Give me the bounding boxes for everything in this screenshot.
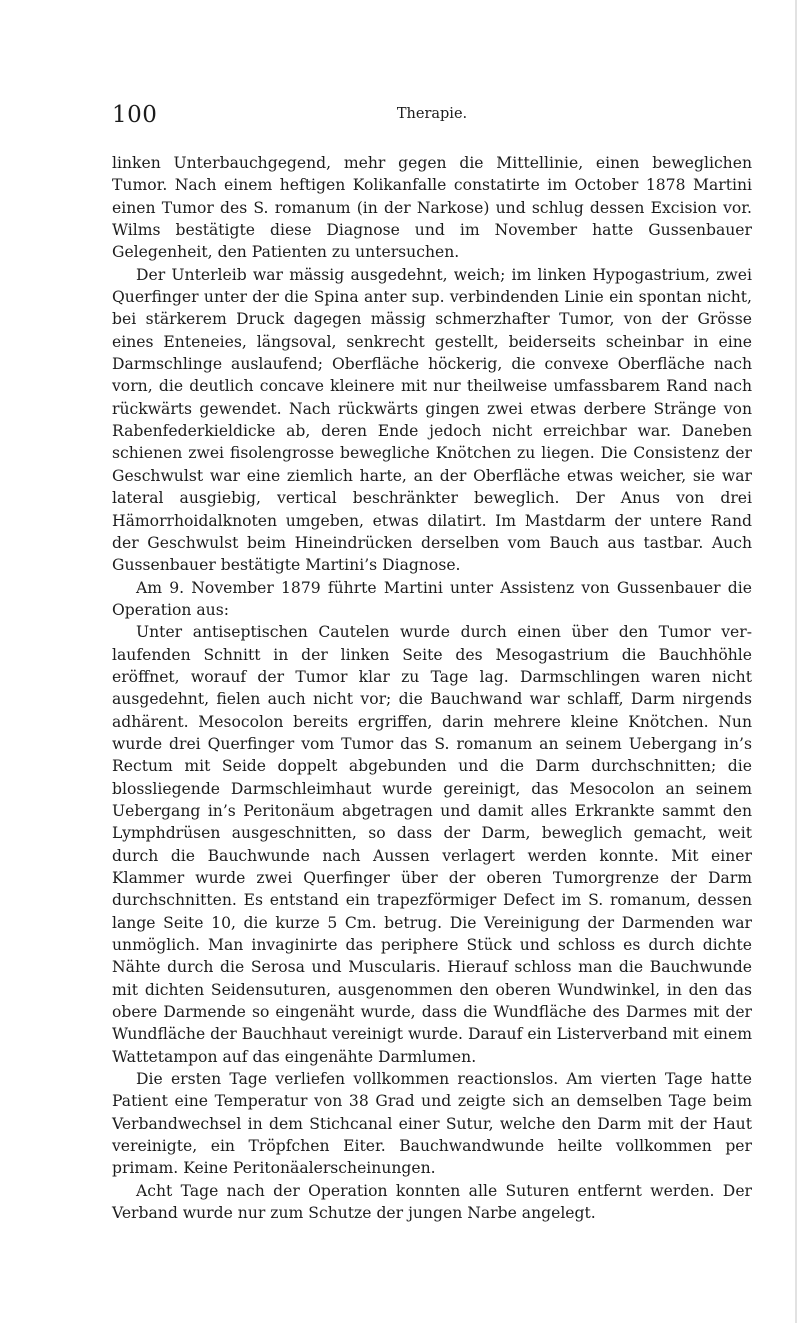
page-number: 100 [112,102,158,128]
paragraph: Der Unterleib war mässig ausgedehnt, weich; im linken Hypogastrium, zwei Querfinger unter der die Spina anter sup. verbindenden Linie ein spontan nicht, bei stärkerem Druck dagegen mässig schmerzhafter Tumor, von der Grösse eines Enteneies, längsoval, senkrecht gestellt, beiderseits scheinbar in eine Darmschlinge auslaufend; Oberfläche höckerig, die convexe Oberfläche nach vorn, die deutlich concave kleinere mit nur theilweise umfassbarem Rand nach rückwärts gewendet. Nach rückwärts gingen zwei etwas derbere Stränge von Rabenfederkieldicke ab, deren Ende jedoch nicht erreichbar war. Daneben schienen zwei fisolengrosse bewegliche Knötchen zu liegen. Die Consistenz der Geschwulst war eine ziemlich harte, an der Oberfläche etwas weicher, sie war lateral ausgiebig, vertical beschränkter beweglich. Der Anus von drei Hämorrhoidalknoten umgeben, etwas dilatirt. Im Mastdarm der untere Rand der Geschwulst beim Hineindrücken derselben vom Bauch aus tastbar. Auch Gussenbauer bestätigte Martini’s Diagnose. [112,265,752,575]
paragraph: Am 9. November 1879 führte Martini unter Assistenz von Gussenbauer die Operation aus: [112,578,752,619]
page-edge-shadow [795,0,797,1323]
body-text [112,152,752,1225]
page-header [112,102,752,132]
paragraph: Die ersten Tage verliefen vollkommen reactionslos. Am vierten Tage hatte Patient eine Temperatur von 38 Grad und zeigte sich an demselben Tage beim Verbandwechsel in dem Stichcanal einer Sutur, welche den Darm mit der Haut vereinigte, ein Tröpfchen Eiter. Bauchwandwunde heilte vollkommen per primam. Keine Peritonäalerscheinungen. [112,1070,752,1178]
paragraph: Unter antiseptischen Cautelen wurde durch einen über den Tumor verlaufenden Schnitt in der linken Seite des Mesogastrium die Bauchhöhle eröffnet, worauf der Tumor klar zu Tage lag. Darmschlingen waren nicht ausgedehnt, fielen auch nicht vor; die Bauchwand war schlaff, Darm nirgends adhärent. Mesocolon bereits ergriffen, darin mehrere kleine Knötchen. Nun wurde drei Querfinger vom Tumor das S. romanum an seinem Uebergang in’s Rectum mit Seide doppelt abgebunden und die Darm durchschnitten; die blossliegende Darmschleimhaut wurde gereinigt, das Mesocolon an seinem Uebergang in’s Peritonäum abgetragen und damit alles Erkrankte sammt den Lymphdrüsen ausgeschnitten, so dass der Darm, beweglich gemacht, weit durch die Bauchwunde nach Aussen verlagert werden konnte. Mit einer Klammer wurde zwei Querfinger über der oberen Tumorgrenze der Darm durchschnitten. Es entstand ein trapezförmiger Defect im S. romanum, dessen lange Seite 10, die kurze 5 Cm. betrug. Die Vereinigung der Darmenden war unmöglich. Man invaginirte das periphere Stück und schloss es durch dichte Nähte durch die Serosa und Muscularis. Hierauf schloss man die Bauchwunde mit dichten Seidensuturen, ausgenommen den oberen Wundwinkel, in den das obere Darmende so eingenäht wurde, dass die Wundfläche des Darmes mit der Wundfläche der Bauchhaut vereinigt wurde. Darauf ein Listerverband mit einem Wattetampon auf das eingenähte Darmlumen. [112,623,752,1066]
paragraph: Acht Tage nach der Operation konnten alle Suturen entfernt werden. Der Verband wurde nur zum Schutze der jungen Narbe angelegt. [112,1181,752,1223]
running-head: Therapie. [396,106,468,122]
paragraph: linken Unterbauchgegend, mehr gegen die Mittellinie, einen beweglichen Tumor. Nach einem heftigen Kolikanfalle constatirte im October 1878 Martini einen Tumor des S. romanum (in der Narkose) und schlug dessen Excision vor. Wilms bestätigte diese Diagnose und im November hatte Gussenbauer Gelegenheit, den Patienten zu untersuchen. [112,154,752,262]
